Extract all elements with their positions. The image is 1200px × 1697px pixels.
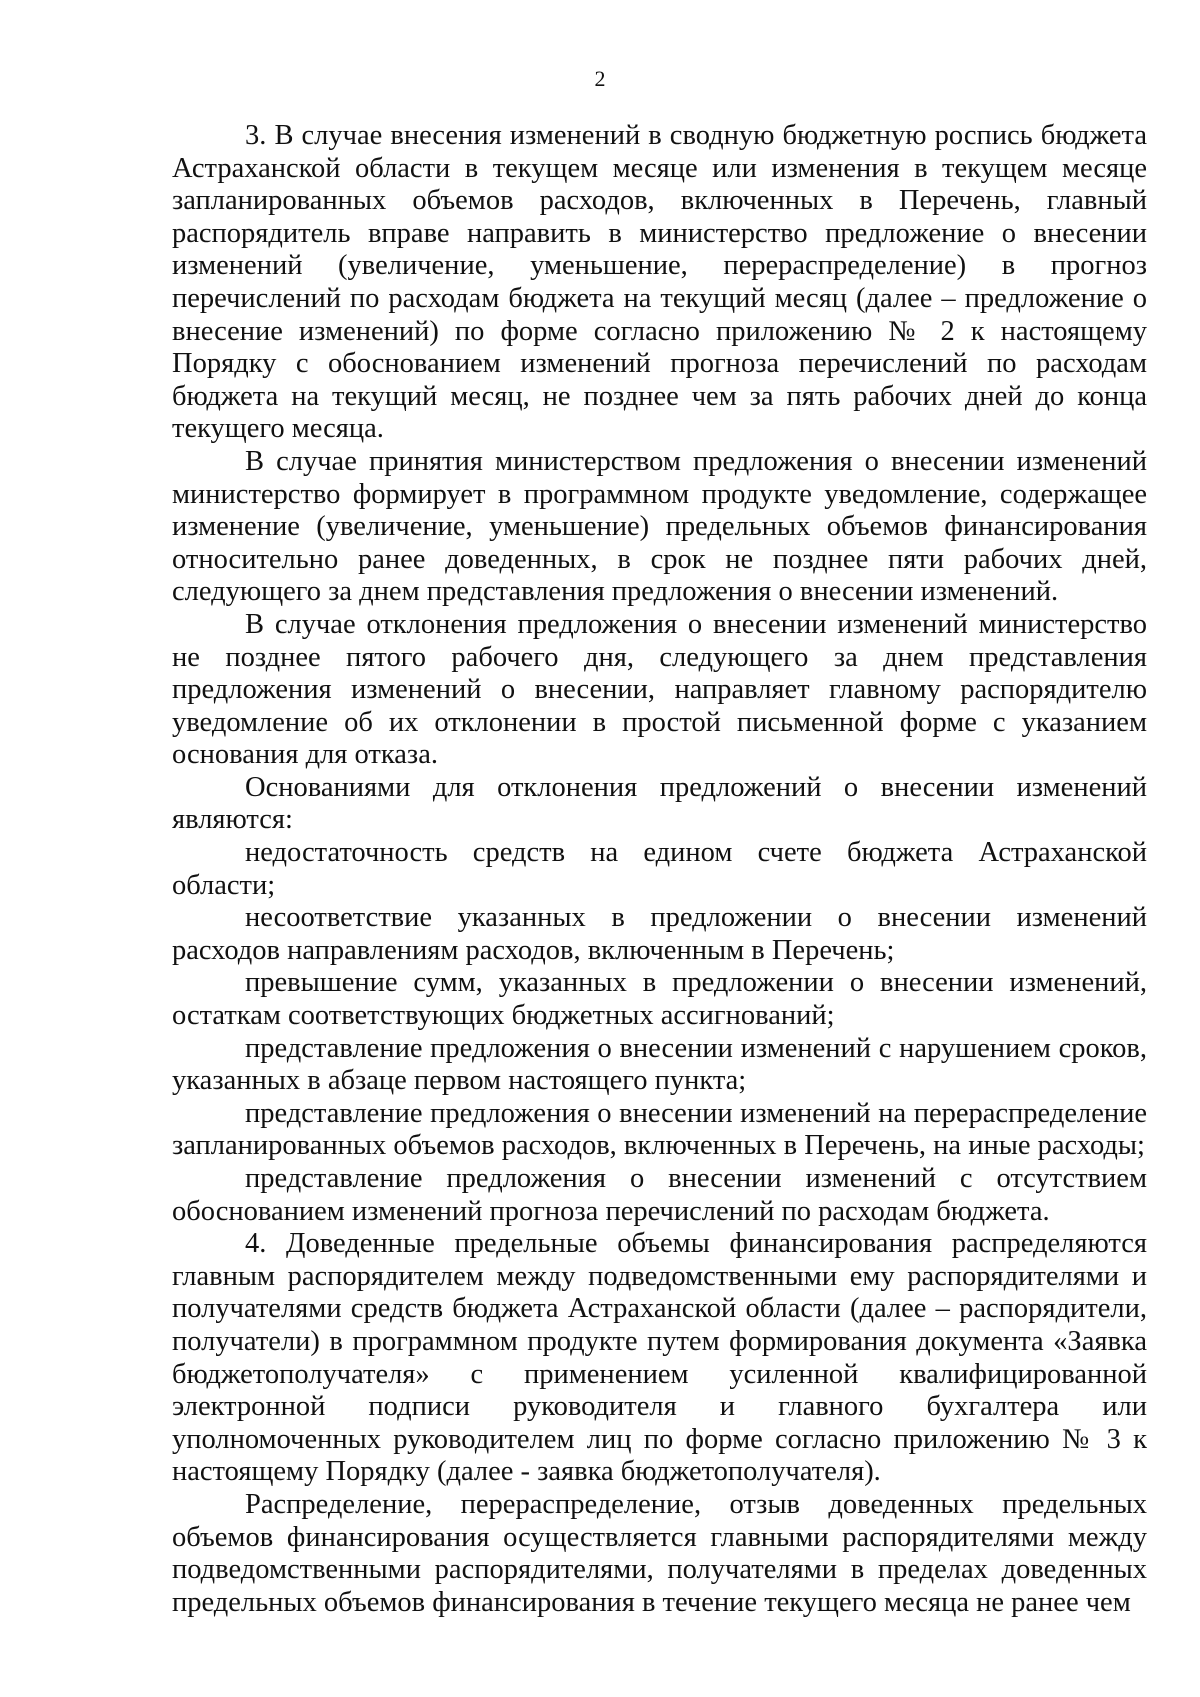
- paragraph-acceptance: В случае принятия министерством предложения о внесении изменений министерство формирует в программном продукте уведомление, содержащее изменение (увеличение, уменьшение) предельных объемов финансирования относительно ранее доведенных, в срок не позднее пяти рабочих дней, следующего за днем представления предложения о внесении изменений.: [172, 445, 1147, 608]
- list-item-excess-sums: превышение сумм, указанных в предложении о внесении изменений, остаткам соответствующих бюджетных ассигнований;: [172, 967, 1147, 1032]
- paragraph-section-4: 4. Доведенные предельные объемы финансирования распределяются главным распорядителем между подведомственными ему распорядителями и получателями средств бюджета Астраханской области (далее – распорядители, получатели) в программном продукте путем формирования документа «Заявка бюджетополучателя» с применением усиленной квалифицированной электронной подписи руководителя и главного бухгалтера или уполномоченных руководителем лиц по форме согласно приложению № 3 к настоящему Порядку (далее - заявка бюджетополучателя).: [172, 1228, 1147, 1488]
- list-item-no-justification: представление предложения о внесении изменений с отсутствием обоснованием изменений прогноза перечислений по расходам бюджета.: [172, 1163, 1147, 1227]
- paragraph-grounds-intro: Основаниями для отклонения предложений о внесении изменений являются:: [172, 771, 1147, 836]
- list-item-redistribution: представление предложения о внесении изменений на перераспределение запланированных объемов расходов, включенных в Перечень, на иные расходы;: [172, 1097, 1147, 1162]
- list-item-insufficient-funds: недостаточность средств на едином счете бюджета Астраханской области;: [172, 837, 1147, 901]
- list-item-deadline-violation: представление предложения о внесении изменений с нарушением сроков, указанных в абзаце первом настоящего пункта;: [172, 1032, 1147, 1097]
- paragraph-section-3: 3. В случае внесения изменений в сводную бюджетную роспись бюджета Астраханской области в текущем месяце или изменения в текущем месяце запланированных объемов расходов, включенных в Перечень, главный распорядитель вправе направить в министерство предложение о внесении изменений (увеличение, уменьшение, перераспределение) в прогноз перечислений по расходам бюджета на текущий месяц (далее – предложение о внесение изменений) по форме согласно приложению № 2 к настоящему Порядку с обоснованием изменений прогноза перечислений по расходам бюджета на текущий месяц, не позднее чем за пять рабочих дней до конца текущего месяца.: [172, 120, 1147, 445]
- paragraph-rejection: В случае отклонения предложения о внесении изменений министерство не позднее пятого рабочего дня, следующего за днем представления предложения изменений о внесении, направляет главному распорядителю уведомление об их отклонении в простой письменной форме с указанием основания для отказа.: [172, 608, 1147, 771]
- paragraph-distribution: Распределение, перераспределение, отзыв доведенных предельных объемов финансирования осуществляется главными распорядителями между подведомственными распорядителями, получателями в пределах доведенных предельных объемов финансирования в течение текущего месяца не ранее чем: [172, 1488, 1147, 1618]
- list-item-mismatch: несоответствие указанных в предложении о внесении изменений расходов направлениям расходов, включенным в Перечень;: [172, 902, 1147, 966]
- page-number: 2: [594, 66, 606, 91]
- document-body: [172, 120, 1147, 1619]
